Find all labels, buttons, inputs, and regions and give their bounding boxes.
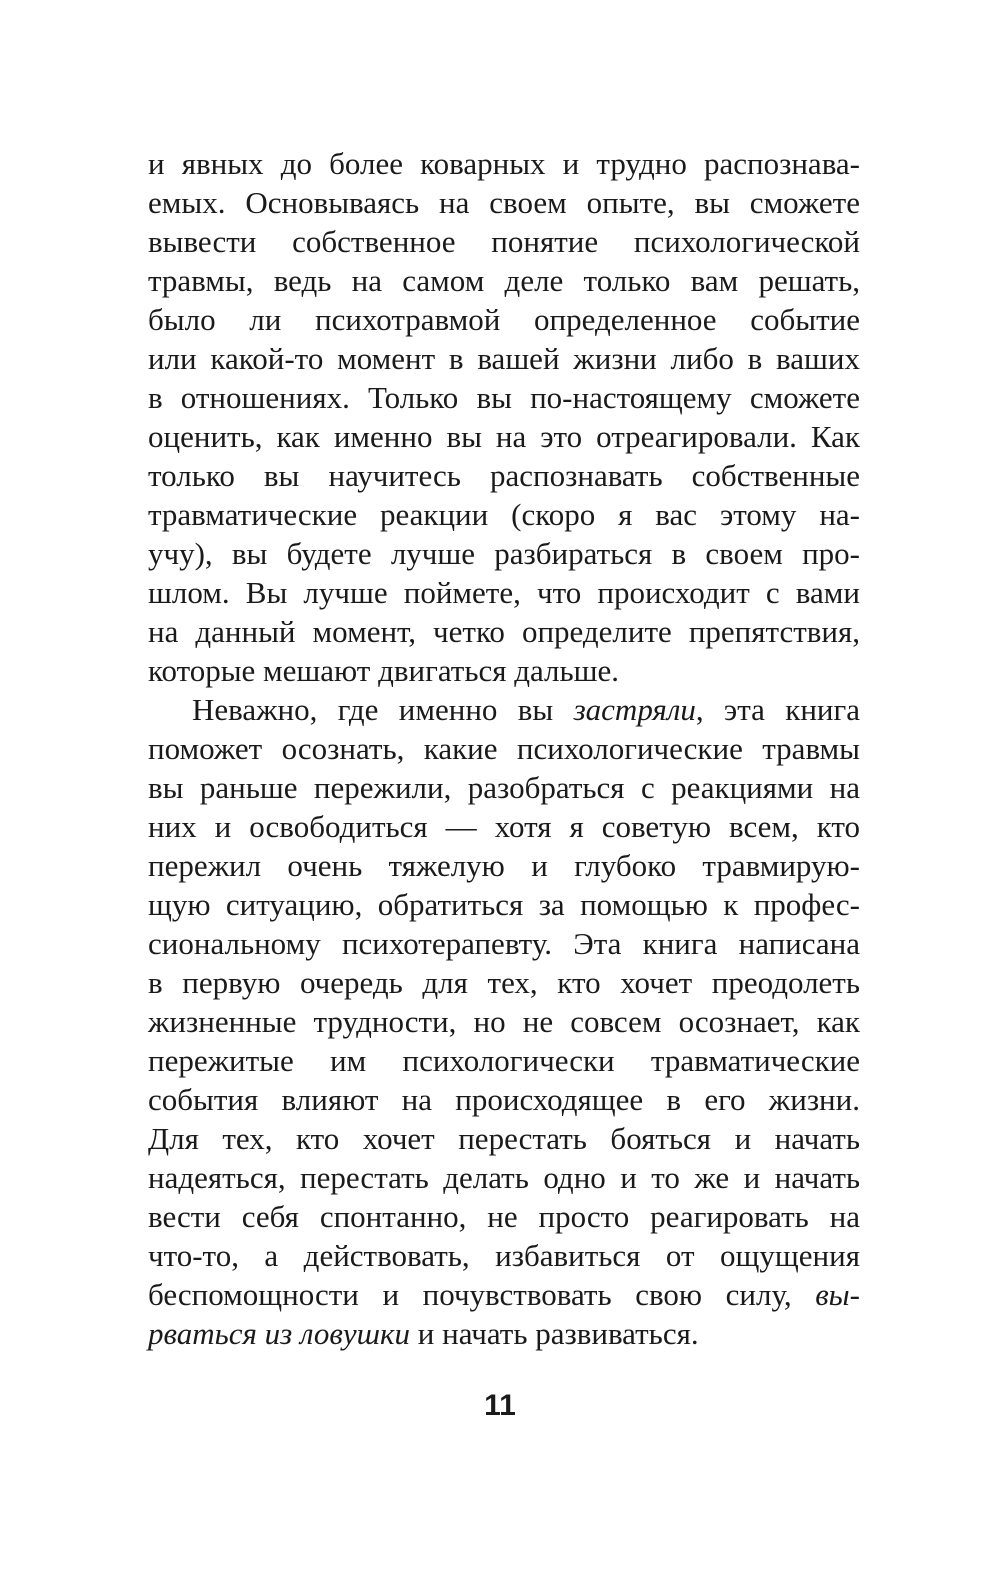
text-run: Неважно, где именно вы (192, 692, 574, 727)
text-run: что-то, а действовать, избавиться от ощущения (148, 1238, 860, 1273)
body-text (148, 144, 860, 1353)
paragraph-2-line (148, 807, 860, 846)
paragraph-2-line (148, 1158, 860, 1197)
text-run: вывести собственное понятие психологической (148, 224, 860, 259)
paragraph-2-line (148, 846, 860, 885)
paragraph-1-line (148, 183, 860, 222)
paragraph-2-line (148, 1119, 860, 1158)
paragraph-2-line (148, 1002, 860, 1041)
text-run: них и освободиться — хотя я советую всем, кто (148, 809, 860, 844)
paragraph-1-line (148, 417, 860, 456)
italic-text: рваться из ловушки (148, 1316, 411, 1351)
text-run: или какой-то момент в вашей жизни либо в ваших (148, 341, 860, 376)
text-run: , эта книга (695, 692, 860, 727)
paragraph-2-line (148, 1041, 860, 1080)
text-run: поможет осознать, какие психологические травмы (148, 731, 860, 766)
text-run: и явных до более коварных и трудно распознава- (148, 146, 860, 181)
text-run: в первую очередь для тех, кто хочет преодолеть (148, 965, 860, 1000)
text-run: пережитые им психологически травматические (148, 1043, 860, 1078)
text-run: вести себя спонтанно, не просто реагировать на (148, 1199, 860, 1234)
text-run: которые мешают двигаться дальше. (148, 653, 620, 688)
paragraph-2-line (148, 1275, 860, 1314)
text-run: емых. Основываясь на своем опыте, вы сможете (148, 185, 860, 220)
text-run: пережил очень тяжелую и глубоко травмирую- (148, 848, 860, 883)
text-run: события влияют на происходящее в его жизни. (148, 1082, 860, 1117)
italic-text: вы- (815, 1277, 860, 1312)
text-run: на данный момент, четко определите препятствия, (148, 614, 860, 649)
paragraph-1-line (148, 261, 860, 300)
paragraph-2-line (148, 885, 860, 924)
text-run: беспомощности и почувствовать свою силу, (148, 1277, 816, 1312)
text-run: шлом. Вы лучше поймете, что происходит с вами (148, 575, 860, 610)
paragraph-2-line (148, 690, 860, 729)
text-run: травмы, ведь на самом деле только вам решать, (148, 263, 860, 298)
text-run: оценить, как именно вы на это отреагировали. Как (148, 419, 860, 454)
text-run: только вы научитесь распознавать собственные (148, 458, 860, 493)
paragraph-2-line (148, 768, 860, 807)
text-run: было ли психотравмой определенное событие (148, 302, 860, 337)
paragraph-1-line (148, 144, 860, 183)
paragraph-2-line (148, 963, 860, 1002)
text-run: щую ситуацию, обратиться за помощью к профес- (148, 887, 860, 922)
paragraph-1-line (148, 300, 860, 339)
text-run: жизненные трудности, но не совсем осознает, как (148, 1004, 860, 1039)
paragraph-1-line (148, 378, 860, 417)
paragraph-1-line (148, 612, 860, 651)
paragraph-1-line (148, 222, 860, 261)
paragraph-2-line (148, 1197, 860, 1236)
paragraph-1-line (148, 651, 860, 690)
text-run: вы раньше пережили, разобраться с реакциями на (148, 770, 860, 805)
page-number: 11 (484, 1389, 516, 1422)
paragraph-1-line (148, 456, 860, 495)
paragraph-1-line (148, 573, 860, 612)
paragraph-2-line (148, 1314, 860, 1353)
text-run: Для тех, кто хочет перестать бояться и начать (148, 1121, 860, 1156)
paragraph-2-line (148, 1080, 860, 1119)
paragraph-2-line (148, 1236, 860, 1275)
text-run: учу), вы будете лучше разбираться в своем про- (148, 536, 860, 571)
text-run: и начать развиваться. (410, 1316, 699, 1351)
text-run: в отношениях. Только вы по-настоящему сможете (148, 380, 860, 415)
paragraph-1-line (148, 495, 860, 534)
text-run: надеяться, перестать делать одно и то же и начать (148, 1160, 860, 1195)
paragraph-2-line (148, 924, 860, 963)
paragraph-2-line (148, 729, 860, 768)
text-run: травматические реакции (скоро я вас этому на- (148, 497, 860, 532)
text-run: сиональному психотерапевту. Эта книга написана (148, 926, 860, 961)
italic-text: застряли (573, 692, 696, 727)
paragraph-1-line (148, 534, 860, 573)
paragraph-1-line (148, 339, 860, 378)
